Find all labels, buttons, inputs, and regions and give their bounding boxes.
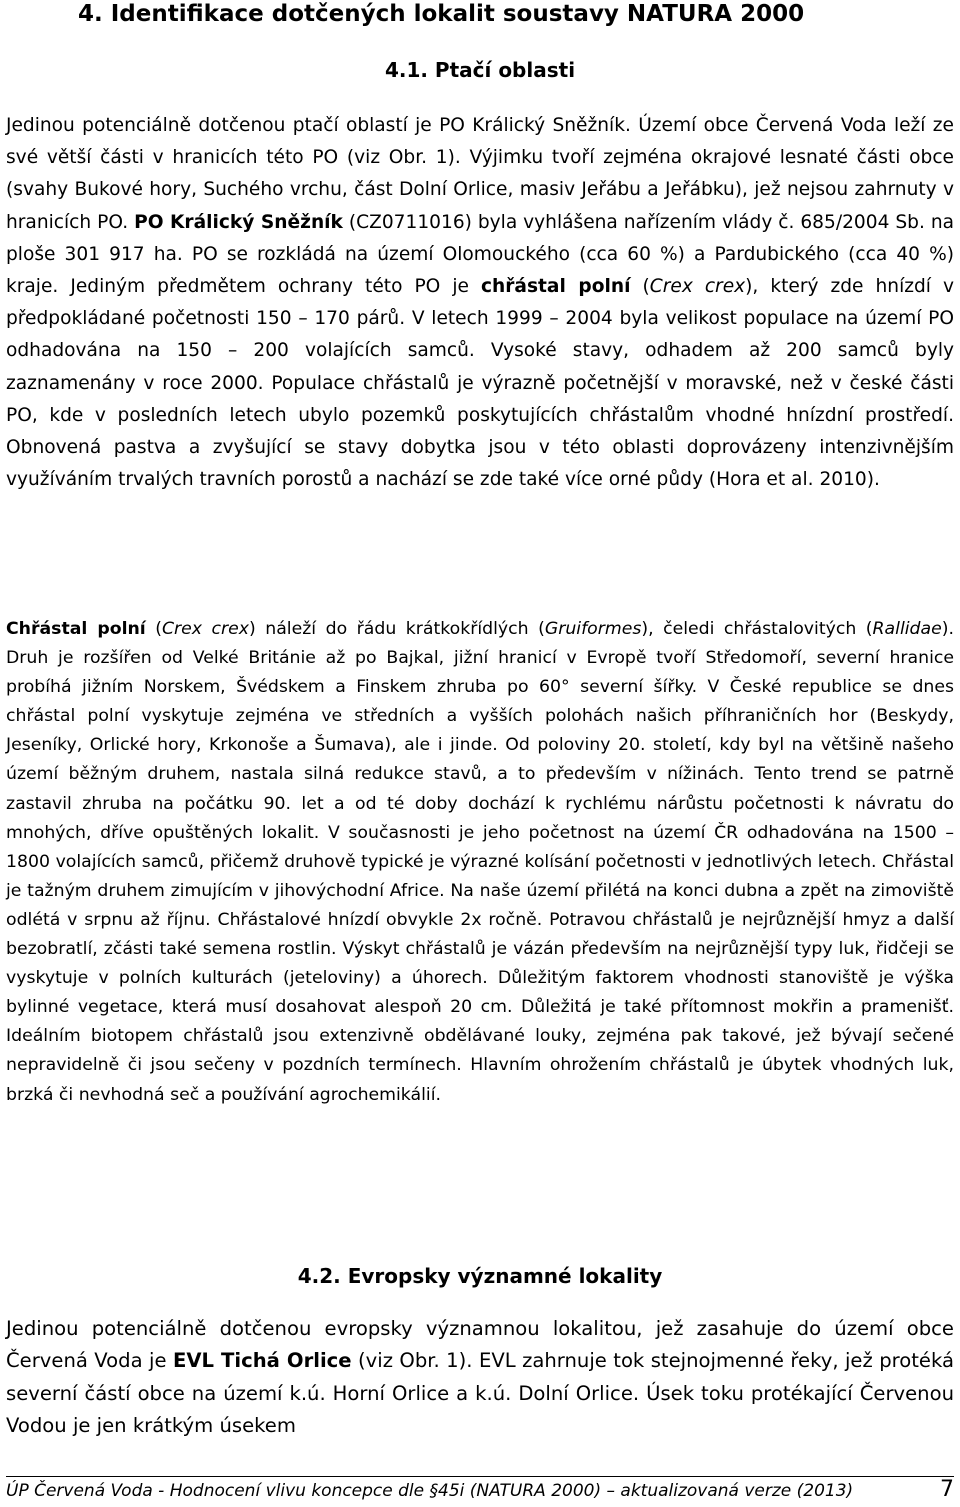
text-run: ), který zde hnízdí v předpokládané početnosti 150 – 170 párů. V letech 1999 – 2004 byla velikost populace na území PO odhadována na 150 – 200 volajících samců. Vysoké stavy, odhadem až 200 samců byly zaznamenány v roce 2000. Populace chřástalů je výrazně početnější v moravské, než v české části PO, kde v posledních letech ubylo pozemků poskytujících chřástalům vhodné hnízdní prostředí. Obnovená pastva a zvyšující se stavy dobytka jsou v této oblasti doprovázeny intenzivnějším využíváním trvalých travních porostů a nachází se zde také více orné půdy (Hora et al. 2010). [6,276,954,491]
text-run-italic: Crex crex [649,276,746,298]
text-run-italic: Gruiformes [544,619,642,639]
text-run-bold: PO Králický Sněžník [134,211,343,233]
text-run: (CZ0711016) byla vyhlášena nařízením vlády č. 685/2004 Sb. na ploše 301 917 ha. PO se rozkládá na území Olomouckého (cca 60 %) a Pardubického (cca 40 %) kraje. Jediným předmětem ochrany této PO je [6,211,954,298]
document-page [6,0,954,1506]
paragraph-corncrake-description [6,615,954,1110]
text-run-bold: chřástal polní [480,276,631,298]
text-run: ( [630,276,650,298]
text-run-italic: Crex crex [161,619,249,639]
paragraph-evl-intro [6,1313,954,1443]
text-run: ). Druh je rozšířen od Velké Británie až po Bajkal, jižní hranicí v Evropě tvoří Středomoří, severní hranice probíhá jižním Norskem, Švédskem a Finskem zhruba po 60° severní šířky. V České republice se dnes chřástal polní vyskytuje zejména ve středních a vyšších polohách našich příhraničních hor (Beskydy, Jeseníky, Orlické hory, Krkonoše a Šumava), ale i jinde. Od poloviny 20. století, kdy byl na většině našeho území běžným druhem, nastala silná redukce stavů, a to především v nížinách. Tento trend se patrně zastavil zhruba na počátku 90. let a od té doby dochází k rychlému nárůstu početnosti k návratu do mnohých, dříve opuštěných lokalit. V současnosti je jeho početnost na území ČR odhadována na 1500 – 1800 volajících samců, přičemž druhově typické je výrazné kolísání početnosti v jednotlivých letech. Chřástal je tažným druhem zimujícím v jihovýchodní Africe. Na naše území přilétá na konci dubna a zpět na zimoviště odlétá v srpnu až říjnu. Chřástalové hnízdí obvykle 2x ročně. Potravou chřástalů je nejrůznější hmyz a další bezobratlí, zčásti také semena rostlin. Výskyt chřástalů je vázán především na nejrůznější typy luk, řidčeji se vyskytuje v polních kulturách (jeteloviny) a úhorech. Důležitým faktorem vhodnosti stanoviště je výška bylinné vegetace, která musí dosahovat alespoň 20 cm. Důležitá je také přítomnost mokřin a pramenišť. Ideálním biotopem chřástalů jsou extenzivně obdělávané louky, zejména pak takové, jež bývají sečené nepravidelně či jsou sečeny v pozdních termínech. Hlavním ohrožením chřástalů je úbytek vhodných luk, brzká či nevhodná seč a používání agrochemikálií. [6,619,954,1105]
text-run: (viz Obr. 1). EVL zahrnuje tok stejnojmenné řeky, jež protéká severní částí obce na území k.ú. Horní Orlice a k.ú. Dolní Orlice. Úsek toku protékající Červenou Vodou je jen krátkým úsekem [6,1349,954,1438]
text-run-italic: Rallidae [872,619,942,639]
section-heading-evl: 4.2. Evropsky významné lokality [297,1264,663,1288]
text-run: ( [145,619,162,639]
text-run-bold: Chřástal polní [6,619,146,639]
paragraph-bird-area-intro [6,110,954,496]
footer-text: ÚP Červená Voda - Hodnocení vlivu koncepce dle §45i (NATURA 2000) – aktualizovaná verze (2013) [6,1481,854,1501]
page-number: 7 [940,1477,954,1502]
text-run: Jedinou potenciálně dotčenou evropsky významnou lokalitou, jež zasahuje do území obce Červená Voda je [6,1317,954,1373]
text-run-bold: EVL Tichá Orlice [172,1349,352,1373]
text-run: ) náleží do řádu krátkokřídlých ( [249,619,545,639]
section-heading-bird-areas: 4.1. Ptačí oblasti [384,58,576,82]
chapter-heading: 4. Identifikace dotčených lokalit soustavy NATURA 2000 [78,1,805,27]
text-run: Jedinou potenciálně dotčenou ptačí oblastí je PO Králický Sněžník. Území obce Červená Voda leží ze své větší části v hranicích této PO (viz Obr. 1). Výjimku tvoří zejména okrajové lesnaté části obce (svahy Bukové hory, Suchého vrchu, část Dolní Orlice, masiv Jeřábu a Jeřábku), jež nejsou zahrnuty v hranicích PO. [6,115,954,233]
text-run: ), čeledi chřástalovitých ( [641,619,873,639]
page-footer [6,1476,954,1507]
